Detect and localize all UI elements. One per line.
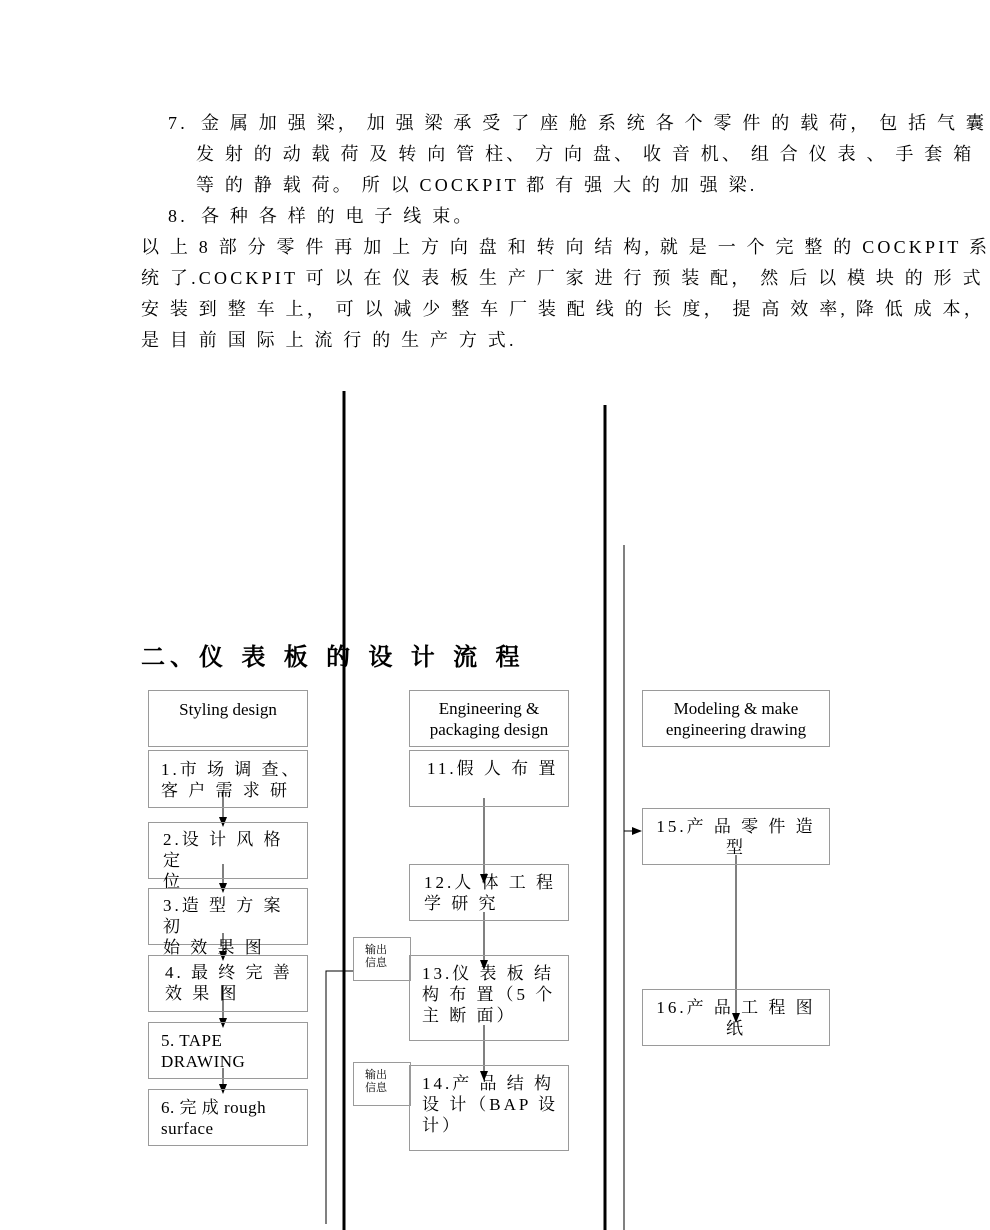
- step-2-label: 2.设 计 风 格 定 位: [163, 830, 284, 891]
- step-14-label: 14.产 品 结 构 设 计（BAP 设 计）: [422, 1074, 558, 1135]
- summary-line-3: 安 装 到 整 车 上， 可 以 减 少 整 车 厂 装 配 线 的 长 度， 提 高 效 率, 降 低 成 本，: [141, 299, 985, 319]
- output-info-label-2: 输出 信息: [365, 1068, 387, 1094]
- summary-line-1: 以 上 8 部 分 零 件 再 加 上 方 向 盘 和 转 向 结 构, 就 是 一 个 完 整 的 COCKPIT 系: [141, 237, 990, 257]
- step-4-final-renderings: [148, 955, 308, 1012]
- step-2-style-positioning: [148, 822, 308, 891]
- item-7-line-1: 金 属 加 强 梁， 加 强 梁 承 受 了 座 舱 系 统 各 个 零 件 的 载 荷， 包 括 气 囊: [201, 113, 988, 133]
- step-3-initial-renderings: [148, 888, 308, 957]
- item-8-text: 各 种 各 样 的 电 子 线 束。: [201, 206, 475, 226]
- item-7-line-2: 发 射 的 动 载 荷 及 转 向 管 柱、 方 向 盘、 收 音 机、 组 合 仪 表 、 手 套 箱: [196, 144, 975, 164]
- summary-line-2: 统 了.COCKPIT 可 以 在 仪 表 板 生 产 厂 家 进 行 预 装 配， 然 后 以 模 块 的 形 式: [141, 268, 984, 288]
- output-info-box-2: [353, 1062, 411, 1106]
- step-1-label: 1.市 场 调 查、 客 户 需 求 研: [161, 760, 302, 800]
- step-1-market-research: [148, 750, 308, 808]
- step-6-label: 6. 完 成 rough surface: [161, 1098, 267, 1138]
- step-11-label: 11.假 人 布 置: [427, 759, 559, 778]
- step-3-label: 3.造 型 方 案 初 始 效 果 图: [163, 896, 284, 957]
- step-5-label: 5. TAPE DRAWING: [161, 1031, 246, 1071]
- summary-line-4: 是 目 前 国 际 上 流 行 的 生 产 方 式.: [141, 330, 517, 350]
- step-12-ergonomics: [409, 864, 569, 921]
- step-13-label: 13.仪 表 板 结 构 布 置（5 个 主 断 面）: [422, 964, 556, 1025]
- output-info-box-1: [353, 937, 411, 981]
- item-7-line-3: 等 的 静 载 荷。 所 以 COCKPIT 都 有 强 大 的 加 强 梁.: [196, 175, 758, 195]
- item-7-number: 7.: [168, 113, 188, 133]
- step-4-label: 4. 最 终 完 善 效 果 图: [165, 963, 293, 1003]
- step-16-engineering-drawing: [642, 989, 830, 1046]
- col2-header-engineering-packaging: Engineering & packaging design: [409, 690, 569, 747]
- step-14-product-structure-design: [409, 1065, 569, 1151]
- step-13-ip-structure-layout: [409, 955, 569, 1041]
- output-info-connector: [326, 971, 353, 1224]
- step-16-label: 16.产 品 工 程 图 纸: [656, 998, 816, 1038]
- output-info-label-1: 输出 信息: [365, 943, 387, 969]
- step-15-label: 15.产 品 零 件 造 型: [656, 817, 816, 857]
- step-6-rough-surface: [148, 1089, 308, 1146]
- step-11-dummy-layout: [409, 750, 569, 807]
- step-15-part-modeling: [642, 808, 830, 865]
- col1-header-styling-design: Styling design: [148, 690, 308, 747]
- step-5-tape-drawing: [148, 1022, 308, 1079]
- col3-header-modeling-drawing: Modeling & make engineering drawing: [642, 690, 830, 747]
- step-12-label: 12.人 体 工 程 学 研 究: [424, 873, 556, 913]
- section-heading: 二、仪 表 板 的 设 计 流 程: [141, 643, 525, 671]
- item-8-number: 8.: [168, 206, 188, 226]
